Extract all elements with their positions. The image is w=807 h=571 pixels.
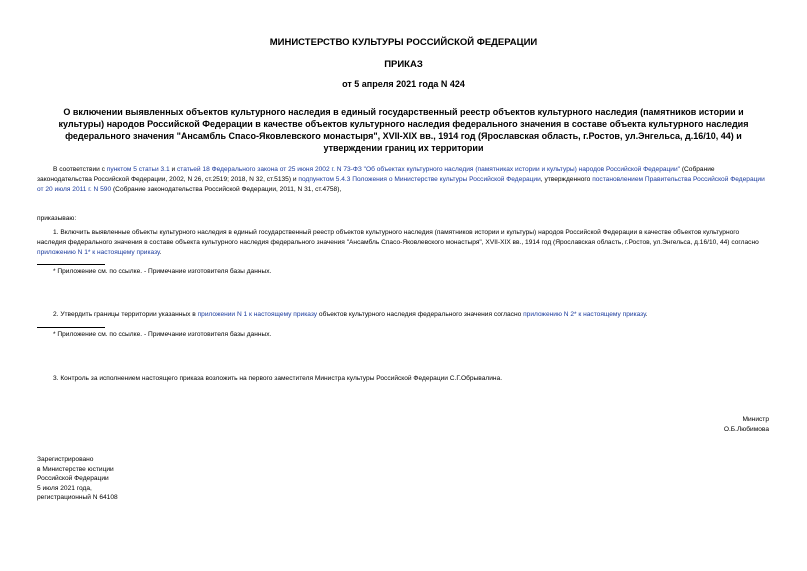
footnote-2: * Приложение см. по ссылке. - Примечание изготовителя базы данных.	[53, 331, 272, 338]
link-regulation-5-4-3[interactable]: подпунктом 5.4.3 Положения о Министерстве культуры Российской Федерации	[298, 175, 541, 183]
link-government-decree-590[interactable]: постановлением Правительства Российской Федерации от 20 июля 2011 г. N 590	[37, 175, 765, 193]
preamble-text: (Собрание законодательства Российской Федерации, 2011, N 31, ст.4758),	[111, 185, 342, 193]
signature-block	[724, 415, 769, 435]
preamble-text: (Собрание законодательства Российской Федерации, 2002, N 26, ст.2519; 2018, N 32, ст.5135) и	[37, 166, 715, 183]
registration-block	[37, 455, 118, 503]
link-appendix-1[interactable]: приложению N 1* к настоящему приказу	[37, 248, 160, 256]
link-federal-law-73[interactable]: статьей 18 Федерального закона от 25 июня 2002 г. N 73-ФЗ "Об объектах культурного наследия (памятниках истории и культуры) народов Российской Федерации"	[177, 166, 681, 173]
order-title: О включении выявленных объектов культурного наследия в единый государственный реестр объектов культурного наследия (памятников истории и культуры) народов Российской Федерации в качестве объектов культурного наследия федерального значения в составе объекта культурного наследия федерального значения "Ансамбль Спасо-Яковлевского монастыря", XVII-XIX вв., 1914 год (Ярославская область, г.Ростов, ул.Энгельса, д.16/10, 44) и утверждении границ их территории	[58, 107, 749, 153]
registration-line: в Министерстве юстиции	[37, 465, 114, 473]
signature-name: О.Б.Любимова	[723, 426, 769, 433]
footnote-divider	[37, 327, 105, 328]
item-2	[37, 310, 770, 320]
item-3: 3. Контроль за исполнением настоящего приказа возложить на первого заместителя Министра культуры Российской Федерации С.Г.Обрывалина.	[53, 375, 503, 382]
preamble-text: В соответствии с	[53, 166, 107, 173]
preamble-paragraph	[37, 165, 770, 194]
link-appendix-1-ref[interactable]: приложении N 1 к настоящему приказу	[197, 311, 318, 318]
registration-number: регистрационный N 64108	[37, 494, 118, 502]
doc-type-heading: ПРИКАЗ	[384, 59, 423, 70]
footnote-divider	[37, 264, 105, 265]
registration-line: Российской Федерации	[37, 475, 109, 483]
registration-line: Зарегистрировано	[37, 456, 94, 463]
item-1-end: .	[159, 248, 162, 256]
preamble-text: и	[169, 166, 177, 173]
link-appendix-2[interactable]: приложению N 2* к настоящему приказу	[523, 311, 646, 318]
signature-position: Министр	[742, 416, 769, 423]
link-article-3-1[interactable]: пунктом 5 статьи 3.1	[106, 166, 170, 173]
order-word: приказываю:	[37, 215, 77, 222]
date-number: от 5 апреля 2021 года N 424	[342, 79, 465, 89]
item-1-text: 1. Включить выявленные объекты культурного наследия в единый государственный реестр объектов культурного наследия (памятников истории и культуры) народов Российской Федерации в качестве объектов культурного наследия федерального значения в составе объекта культурного наследия федерального значения "Ансамбль Спасо-Яковлевского монастыря", XVII-XIX вв., 1914 год (Ярославская область, г.Ростов, ул.Энгельса, д.16/10, 44) согласно	[37, 229, 759, 246]
registration-date: 5 июля 2021 года,	[37, 484, 92, 492]
item-2-text: 2. Утвердить границы территории указанных в	[53, 311, 198, 318]
item-1	[37, 228, 770, 257]
preamble-text: , утвержденного	[540, 175, 593, 183]
item-2-text: объектов культурного наследия федерального значения согласно	[317, 311, 524, 318]
ministry-heading: МИНИСТЕРСТВО КУЛЬТУРЫ РОССИЙСКОЙ ФЕДЕРАЦИИ	[269, 37, 538, 48]
item-2-end: .	[645, 311, 648, 318]
footnote-1: * Приложение см. по ссылке. - Примечание изготовителя базы данных.	[53, 268, 272, 275]
